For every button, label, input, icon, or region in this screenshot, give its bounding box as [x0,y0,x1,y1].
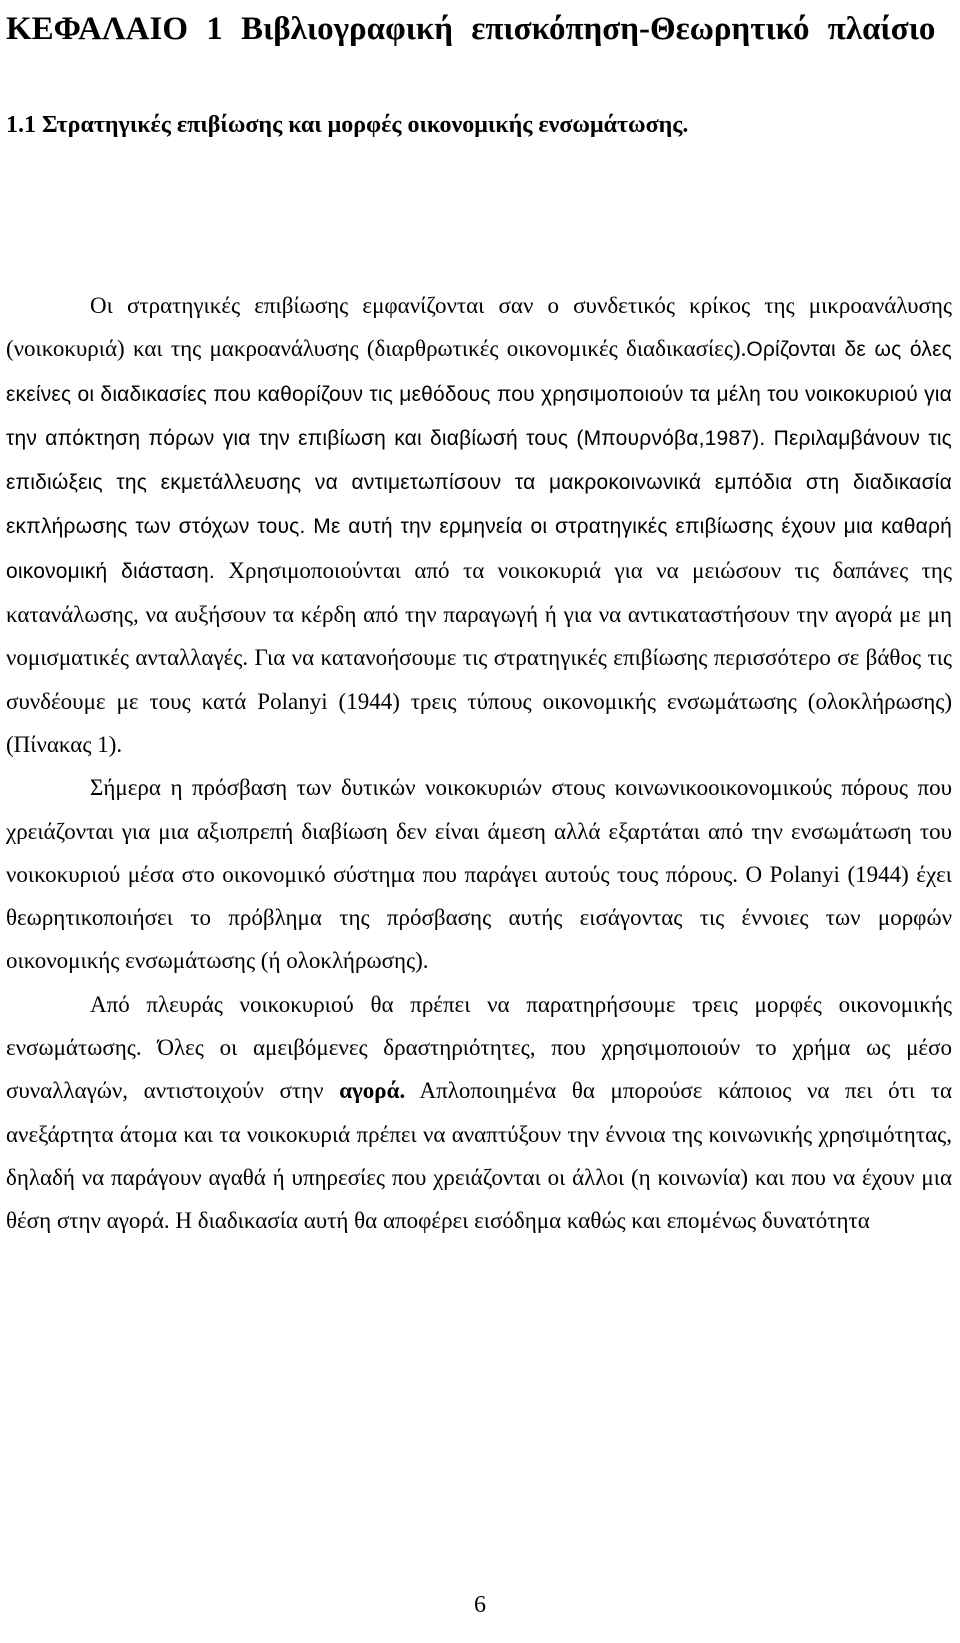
paragraph-2: Σήμερα η πρόσβαση των δυτικών νοικοκυριών στους κοινωνικοοικονομικούς πόρους που χρειάζονται για μια αξιοπρεπή διαβίωση δεν είναι άμεση αλλά εξαρτάται από την ενσωμάτωση του νοικοκυριού μέσα στο οικονομικό σύστημα που παράγει αυτούς τους πόρους. O Polanyi (1944) έχει θεωρητικοποιήσει το πρόβλημα της πρόσβασης αυτής εισάγοντας τις έννοιες των μορφών οικονομικής ενσωμάτωσης (ή ολοκλήρωσης). [6,775,952,974]
paragraph-3 [6,983,952,1243]
paragraph-1-segment-5: Χρησιμοποιούνται από τα νοικοκυριά για να μειώσουν τις δαπάνες της κατανάλωσης, να αυξήσουν τα κέρδη από την παραγωγή ή για να αντικαταστήσουν την αγορά με μη νομισματικές ανταλλαγές. Για να κατανοήσουμε τις στρατηγικές επιβίωσης περισσότερο σε βάθος τις συνδέουμε με τους κατά Polanyi (1944) τρεις τύπους οικονομικής ενσωμάτωσης (ολοκλήρωσης) (Πίνακας 1). [6,557,952,757]
section-title: 1.1 Στρατηγικές επιβίωσης και μορφές οικονομικής ενσωμάτωσης. [6,112,689,138]
page-number: 6 [474,1592,486,1618]
paragraph-1-segment-2: Ορίζονται δε ως όλες εκείνες οι διαδικασίες που καθορίζουν τις μεθόδους που χρησιμοποιούν τα μέλη του νοικοκυριού για την απόκτηση πόρων για την επιβίωση και διαβίωσή τους (Μπουρνόβα,1987). [6,338,952,450]
paragraph-3-segment-1: Από πλευράς νοικοκυριού θα πρέπει να παρατηρήσουμε τρεις μορφές οικονομικής ενσωμάτωσης. Όλες οι αμειβόμενες δραστηριότητες, που χρησιμοποιούν το χρήμα ως μέσο συναλλαγών, αντιστοιχούν στην [6,991,952,1104]
paragraph-1-segment-4: Με αυτή την ερμηνεία οι στρατηγικές επιβίωσης έχουν μια καθαρή οικονομική διάσταση. [6,515,952,583]
paragraph-1 [6,284,952,766]
paragraph-3-segment-2: Απλοποιημένα θα μπορούσε κάποιος να πει ότι τα ανεξάρτητα άτομα και τα νοικοκυριά πρέπει να αναπτύξουν την έννοια της κοινωνικής χρησιμότητας, δηλαδή να παράγουν αγαθά ή υπηρεσίες που χρειάζονται οι άλλοι (η κοινωνία) και που να έχουν μια θέση στην αγορά. Η διαδικασία αυτή θα αποφέρει εισόδημα καθώς και επομένως δυνατότητα [6,1078,952,1234]
paragraph-1-segment-1: Οι στρατηγικές επιβίωσης εμφανίζονται σαν ο συνδετικός κρίκος της μικροανάλυσης (νοικοκυριά) και της μακροανάλυσης (διαρθρωτικές οικονομικές διαδικασίες). [6,293,952,362]
paragraph-1-segment-3: Περιλαμβάνουν τις επιδιώξεις της εκμετάλλευσης να αντιμετωπίσουν τα μακροκοινωνικά εμπόδια στη διαδικασία εκπλήρωσης των στόχων τους. [6,426,953,539]
chapter-title: ΚΕΦΑΛΑΙΟ 1 Βιβλιογραφική επισκόπηση-Θεωρητικό πλαίσιο [6,11,936,47]
paragraph-3-bold-term: αγορά. [339,1078,406,1104]
document-body [6,284,952,1243]
